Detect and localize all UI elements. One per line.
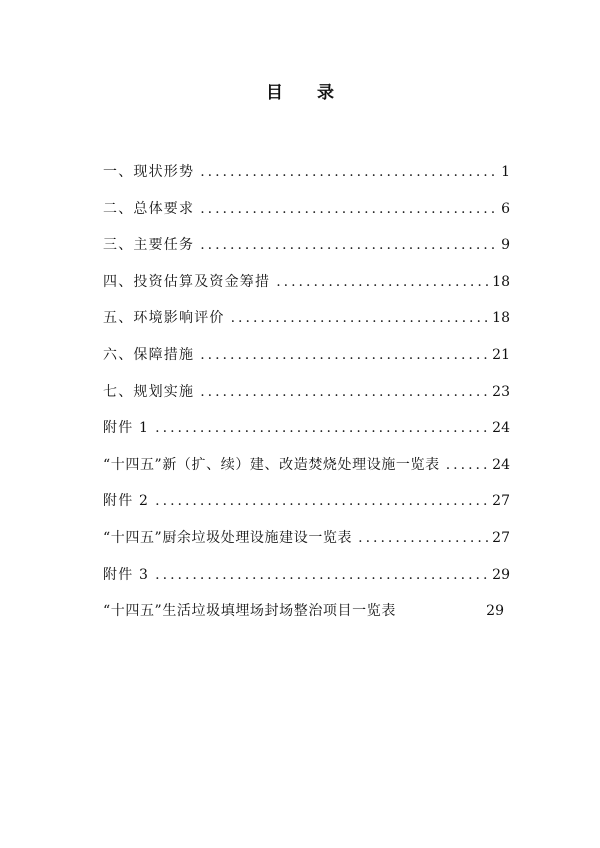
- toc-entry-label: 七、规划实施: [103, 383, 195, 400]
- toc-entry-page: 29: [492, 566, 510, 583]
- toc-entry-label: 二、总体要求: [103, 200, 195, 217]
- toc-entry[interactable]: [103, 487, 510, 524]
- toc-entry-label: 六、保障措施: [103, 346, 195, 363]
- dot-leader: [200, 341, 488, 369]
- toc-entry[interactable]: [103, 561, 510, 598]
- toc-entry[interactable]: [103, 195, 510, 232]
- toc-entry-page: 18: [492, 310, 510, 327]
- toc-entry-page: 23: [492, 383, 510, 400]
- toc-title: 目 录: [266, 83, 348, 103]
- toc-entry-page: 6: [501, 200, 510, 217]
- dot-leader: [200, 158, 497, 186]
- toc-entry[interactable]: [103, 524, 510, 561]
- dot-leader: [200, 231, 497, 259]
- toc-entry-label: 四、投资估算及资金筹措: [103, 273, 271, 290]
- toc-entry-label: “十四五”新（扩、续）建、改造焚烧处理设施一览表: [103, 456, 440, 473]
- toc-entry-page: 24: [492, 420, 510, 437]
- toc-entry[interactable]: [103, 268, 510, 305]
- toc-entry-page: 27: [492, 529, 510, 546]
- toc-entry-label: 五、环境影响评价: [103, 310, 225, 327]
- dot-leader: [155, 487, 488, 515]
- toc-entry[interactable]: [103, 158, 510, 195]
- dot-leader: [446, 451, 488, 479]
- toc-entry-page: 24: [492, 456, 510, 473]
- toc-entry-page: 21: [492, 346, 510, 363]
- toc-entry[interactable]: [103, 451, 510, 488]
- toc-entry-label: “十四五”生活垃圾填埋场封场整治项目一览表: [103, 603, 396, 620]
- toc-entry-label: 三、主要任务: [103, 237, 195, 254]
- toc-entry[interactable]: [103, 378, 510, 415]
- toc-entry-page: 29: [486, 603, 504, 620]
- dot-leader: [358, 524, 488, 552]
- dot-leader: [155, 414, 488, 442]
- dot-leader: [276, 268, 488, 296]
- toc-entry-page: 27: [492, 493, 510, 510]
- toc-entry[interactable]: [103, 304, 510, 341]
- toc-entry[interactable]: [103, 414, 510, 451]
- toc-entry-label: “十四五”厨余垃圾处理设施建设一览表: [103, 529, 353, 546]
- toc-entry-page: 9: [501, 237, 510, 254]
- toc-entry[interactable]: [103, 231, 510, 268]
- toc-entry-label: 附件 1: [103, 420, 150, 437]
- toc-entry-label: 附件 3: [103, 566, 150, 583]
- dot-leader: [200, 195, 497, 223]
- toc-entry-label: 一、现状形势: [103, 164, 195, 180]
- toc-entry[interactable]: [103, 597, 510, 634]
- dot-leader: [231, 304, 489, 332]
- toc-entry-page: 1: [501, 164, 510, 180]
- toc-entry[interactable]: [103, 341, 510, 378]
- toc-entry-label: 附件 2: [103, 493, 150, 510]
- toc-entry-page: 18: [492, 273, 510, 290]
- dot-leader: [155, 561, 488, 589]
- toc-list: [103, 158, 510, 634]
- dot-leader: [200, 378, 488, 406]
